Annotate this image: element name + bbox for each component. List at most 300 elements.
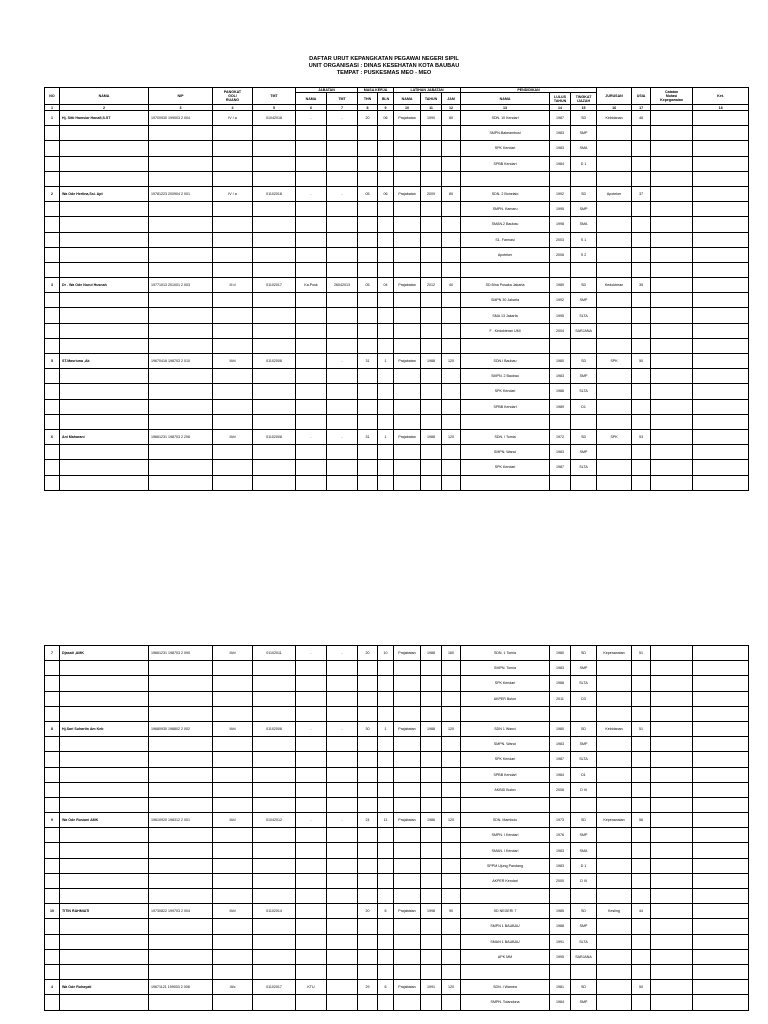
cell-pendidikan-nama: SMPN 1 BAUBAU xyxy=(461,919,550,934)
cell-empty xyxy=(421,919,442,934)
cell-empty xyxy=(597,752,632,767)
cell-jabatan-nama: - xyxy=(296,721,327,736)
cell-usia: 51 xyxy=(632,721,651,736)
cell-pendidikan-nama: SMPN. Tolandona xyxy=(461,995,550,1010)
cell-empty xyxy=(45,126,60,141)
cell-empty xyxy=(597,141,632,156)
cell-usia: 50 xyxy=(632,354,651,369)
cell-nip: 19671121 199003 2 008 xyxy=(149,980,213,995)
cell-golongan: IV / a xyxy=(213,186,253,201)
cell-ket xyxy=(693,354,749,369)
cell-empty xyxy=(327,964,358,979)
cell-empty xyxy=(45,949,60,964)
cell-empty xyxy=(378,445,394,460)
cell-empty xyxy=(632,445,651,460)
cell-empty xyxy=(378,767,394,782)
col-header-tahun: TAHUN xyxy=(421,93,442,105)
cell-empty xyxy=(421,889,442,904)
cell-ket xyxy=(693,171,749,186)
cell-empty xyxy=(45,889,60,904)
cell-empty xyxy=(394,843,421,858)
cell-ket xyxy=(693,369,749,384)
cell-latihan-nama: Prajabatan xyxy=(394,278,421,293)
cell-usia: 53 xyxy=(632,429,651,444)
cell-empty xyxy=(213,661,253,676)
cell-empty xyxy=(45,323,60,338)
cell-empty xyxy=(442,141,461,156)
cell-empty xyxy=(149,445,213,460)
cell-tingkat-ijazah: SLTA xyxy=(571,460,597,475)
cell-empty xyxy=(60,460,149,475)
cell-empty xyxy=(60,141,149,156)
cell-empty xyxy=(394,661,421,676)
table-subrow xyxy=(45,460,749,475)
cell-empty xyxy=(45,232,60,247)
cell-empty xyxy=(421,323,442,338)
cell-lulus-tahun: 2006 xyxy=(550,247,571,262)
cell-empty xyxy=(296,919,327,934)
cell-latihan-nama: Prajabatan xyxy=(394,980,421,995)
cell-empty xyxy=(45,934,60,949)
cell-lulus-tahun: 1983 xyxy=(550,737,571,752)
table-subrow xyxy=(45,156,749,171)
cell-empty xyxy=(421,949,442,964)
cell-catatan xyxy=(651,384,693,399)
cell-empty xyxy=(45,661,60,676)
cell-catatan xyxy=(651,782,693,797)
pangkat-l1: PANGKAT xyxy=(223,90,242,94)
cell-tingkat-ijazah: D3 xyxy=(571,691,597,706)
cell-tingkat-ijazah: SD xyxy=(571,186,597,201)
cell-pendidikan-nama: SMPN. I Kendari xyxy=(461,828,550,843)
table-subrow xyxy=(45,782,749,797)
cell-empty xyxy=(394,782,421,797)
cell-catatan xyxy=(651,308,693,323)
title-line-3: TEMPAT : PUSKESMAS MEO - MEO xyxy=(336,70,432,76)
col-header-masa-kerja: MASA KERJA xyxy=(358,88,394,93)
cell-empty xyxy=(213,217,253,232)
cell-tmt: 01102008 xyxy=(253,721,296,736)
column-number: 11 xyxy=(421,105,442,111)
cell-tingkat-ijazah: SMP xyxy=(571,126,597,141)
cell-empty xyxy=(213,919,253,934)
cell-empty xyxy=(296,964,327,979)
cell-lulus-tahun: 2003 xyxy=(550,232,571,247)
cell-catatan xyxy=(651,475,693,490)
cell-empty xyxy=(149,293,213,308)
cell-catatan xyxy=(651,232,693,247)
table-subrow xyxy=(45,171,749,186)
cell-empty xyxy=(358,767,378,782)
cell-empty xyxy=(378,964,394,979)
cell-empty xyxy=(358,156,378,171)
cell-empty xyxy=(253,126,296,141)
cell-empty xyxy=(253,691,296,706)
table-subrow xyxy=(45,323,749,338)
cell-empty xyxy=(632,414,651,429)
table-row xyxy=(45,721,749,736)
cell-empty xyxy=(378,782,394,797)
cell-nama: Dr . Wa Ode Nurul Husnah xyxy=(60,278,149,293)
cell-nama: TITIN RAHMIATI xyxy=(60,904,149,919)
cell-empty xyxy=(394,217,421,232)
table-subrow xyxy=(45,262,749,277)
cell-empty xyxy=(358,873,378,888)
cell-golongan: III d xyxy=(213,278,253,293)
cell-empty xyxy=(571,338,597,353)
cell-jurusan: Kesling xyxy=(597,904,632,919)
cell-ket xyxy=(693,399,749,414)
cell-empty xyxy=(327,858,358,873)
cell-tingkat-ijazah: SD xyxy=(571,646,597,661)
cell-tmt: 01042012 xyxy=(253,813,296,828)
cell-pendidikan-nama: SPK Kendari xyxy=(461,676,550,691)
cell-masa-bln: 04 xyxy=(378,278,394,293)
cell-tingkat-ijazah: SMP xyxy=(571,202,597,217)
cell-empty xyxy=(45,445,60,460)
cell-jabatan-nama: Ka.Pusk xyxy=(296,278,327,293)
cell-catatan xyxy=(651,171,693,186)
cell-empty xyxy=(358,691,378,706)
cell-no: 6 xyxy=(45,429,60,444)
cell-empty xyxy=(442,323,461,338)
cell-empty xyxy=(378,475,394,490)
cell-lulus-tahun: 1976 xyxy=(550,828,571,843)
cell-empty xyxy=(378,232,394,247)
col-header-bln: BLN xyxy=(378,93,394,105)
cell-catatan xyxy=(651,904,693,919)
cell-latihan-jam: 120 xyxy=(442,429,461,444)
cell-empty xyxy=(597,202,632,217)
cell-empty xyxy=(442,460,461,475)
table-subrow xyxy=(45,995,749,1010)
cell-empty xyxy=(378,949,394,964)
cell-golongan: III/d xyxy=(213,904,253,919)
cell-empty xyxy=(45,964,60,979)
cell-empty xyxy=(327,873,358,888)
cell-pendidikan-nama: SPBB Kendari xyxy=(461,399,550,414)
cell-empty xyxy=(213,949,253,964)
cell-empty xyxy=(394,460,421,475)
cell-empty xyxy=(632,889,651,904)
cell-ket xyxy=(693,126,749,141)
cell-empty xyxy=(597,445,632,460)
cell-empty xyxy=(358,414,378,429)
cell-empty xyxy=(597,171,632,186)
cell-empty xyxy=(550,475,571,490)
cell-empty xyxy=(461,475,550,490)
cell-empty xyxy=(421,858,442,873)
col-header-tmt: TMT xyxy=(253,88,296,105)
cell-empty xyxy=(632,171,651,186)
cell-ket xyxy=(693,217,749,232)
cell-empty xyxy=(442,691,461,706)
cell-latihan-tahun: 1988 xyxy=(421,354,442,369)
cell-masa-thn: 05 xyxy=(358,278,378,293)
cell-ket xyxy=(693,278,749,293)
cell-empty xyxy=(213,232,253,247)
cell-empty xyxy=(442,828,461,843)
cell-ket xyxy=(693,445,749,460)
col-header-jabatan: JABATAN xyxy=(296,88,358,93)
cell-golongan: III/d xyxy=(213,721,253,736)
cell-empty xyxy=(632,661,651,676)
cell-empty xyxy=(213,691,253,706)
cell-masa-thn: 31 xyxy=(358,429,378,444)
cell-golongan: III/d xyxy=(213,813,253,828)
cell-empty xyxy=(597,369,632,384)
cell-empty xyxy=(421,964,442,979)
cell-ket xyxy=(693,141,749,156)
cell-empty xyxy=(394,475,421,490)
cell-empty xyxy=(394,995,421,1010)
cell-empty xyxy=(213,202,253,217)
cell-masa-thn: 20 xyxy=(358,646,378,661)
cell-empty xyxy=(213,384,253,399)
cell-empty xyxy=(394,369,421,384)
cell-empty xyxy=(597,323,632,338)
cell-nama: Djasati ,AMK xyxy=(60,646,149,661)
cell-catatan xyxy=(651,843,693,858)
cell-tingkat-ijazah: SARJANA xyxy=(571,323,597,338)
cell-pendidikan-nama: SMAN. I Kendari xyxy=(461,843,550,858)
cell-empty xyxy=(213,964,253,979)
column-number: 2 xyxy=(60,105,149,111)
table-subrow xyxy=(45,873,749,888)
cell-nama: Wa Ode Rusiani AMK xyxy=(60,813,149,828)
cell-empty xyxy=(442,126,461,141)
table-row xyxy=(45,186,749,201)
cell-empty xyxy=(253,171,296,186)
cell-latihan-jam: 120 xyxy=(442,813,461,828)
cell-pendidikan-nama: SPBB Kendari xyxy=(461,156,550,171)
cell-empty xyxy=(378,156,394,171)
cell-masa-thn: 29 xyxy=(358,980,378,995)
cell-tingkat-ijazah: SMA xyxy=(571,217,597,232)
cell-empty xyxy=(358,384,378,399)
cell-empty xyxy=(378,858,394,873)
cell-empty xyxy=(253,995,296,1010)
cell-empty xyxy=(632,156,651,171)
cell-pendidikan-nama: SDN. 10 Kendari xyxy=(461,111,550,126)
cell-latihan-jam: 120 xyxy=(442,721,461,736)
lulus-l1: LULUS xyxy=(554,94,567,99)
cell-empty xyxy=(378,323,394,338)
cell-empty xyxy=(296,262,327,277)
cell-pendidikan-nama: SMAN 1 BAUBAU xyxy=(461,934,550,949)
cell-empty xyxy=(461,414,550,429)
cell-ket xyxy=(693,828,749,843)
cell-empty xyxy=(149,706,213,721)
cell-jurusan: Kebidanan xyxy=(597,721,632,736)
cell-empty xyxy=(358,399,378,414)
cell-empty xyxy=(597,384,632,399)
personnel-table-page-1 xyxy=(44,87,749,491)
cell-latihan-tahun: 1990 xyxy=(421,111,442,126)
col-header-no: NO xyxy=(45,88,60,105)
cell-empty xyxy=(597,460,632,475)
cell-empty xyxy=(60,919,149,934)
cell-empty xyxy=(60,737,149,752)
cell-empty xyxy=(296,308,327,323)
table-subrow xyxy=(45,475,749,490)
cell-empty xyxy=(394,828,421,843)
cell-empty xyxy=(394,737,421,752)
cell-empty xyxy=(327,475,358,490)
cell-empty xyxy=(327,171,358,186)
cell-empty xyxy=(213,460,253,475)
cell-empty xyxy=(253,475,296,490)
cell-empty xyxy=(327,767,358,782)
cell-empty xyxy=(358,217,378,232)
cell-empty xyxy=(632,338,651,353)
cell-empty xyxy=(421,338,442,353)
cell-ket xyxy=(693,186,749,201)
cell-empty xyxy=(632,782,651,797)
col-header-nip: NIP xyxy=(149,88,213,105)
cell-empty xyxy=(60,676,149,691)
cell-empty xyxy=(394,232,421,247)
cell-lulus-tahun: 1992 xyxy=(550,293,571,308)
col-header-jab-tmt: TMT xyxy=(327,93,358,105)
cell-jurusan: SPK xyxy=(597,354,632,369)
cell-empty xyxy=(60,797,149,812)
cell-empty xyxy=(60,995,149,1010)
cell-pendidikan-nama: SPK Kendari xyxy=(461,752,550,767)
cell-empty xyxy=(45,752,60,767)
cell-latihan-tahun: 1991 xyxy=(421,980,442,995)
cell-empty xyxy=(442,995,461,1010)
cell-latihan-jam: 80 xyxy=(442,111,461,126)
cell-latihan-tahun: 1988 xyxy=(421,429,442,444)
cell-empty xyxy=(253,445,296,460)
cell-usia: 46 xyxy=(632,111,651,126)
cell-ket xyxy=(693,843,749,858)
cell-empty xyxy=(597,843,632,858)
cell-empty xyxy=(45,767,60,782)
cell-empty xyxy=(442,202,461,217)
cell-pendidikan-nama: SD Bina Pusaka Jakarta xyxy=(461,278,550,293)
cell-pendidikan-nama: SPK Kendari xyxy=(461,384,550,399)
cell-ket xyxy=(693,995,749,1010)
cell-empty xyxy=(358,262,378,277)
cell-empty xyxy=(358,475,378,490)
cell-empty xyxy=(421,141,442,156)
cell-empty xyxy=(296,156,327,171)
cell-tingkat-ijazah: SD xyxy=(571,721,597,736)
cell-empty xyxy=(378,247,394,262)
cell-tmt: 01102018 xyxy=(253,186,296,201)
cell-empty xyxy=(421,414,442,429)
cell-empty xyxy=(394,706,421,721)
catatan-l1: Catatan xyxy=(664,90,679,94)
cell-empty xyxy=(421,247,442,262)
cell-empty xyxy=(378,369,394,384)
cell-empty xyxy=(296,445,327,460)
cell-empty xyxy=(213,873,253,888)
cell-empty xyxy=(358,949,378,964)
col-header-latihan: LATIHAN JABATAN xyxy=(394,88,461,93)
cell-empty xyxy=(296,949,327,964)
cell-empty xyxy=(253,460,296,475)
cell-empty xyxy=(60,323,149,338)
cell-latihan-nama: Prajabatan xyxy=(394,186,421,201)
cell-empty xyxy=(296,126,327,141)
cell-pendidikan-nama: SPK Kendari xyxy=(461,460,550,475)
cell-catatan xyxy=(651,156,693,171)
cell-empty xyxy=(597,919,632,934)
cell-empty xyxy=(421,460,442,475)
column-number: 6 xyxy=(296,105,327,111)
cell-empty xyxy=(421,706,442,721)
table-row xyxy=(45,354,749,369)
cell-empty xyxy=(394,858,421,873)
cell-empty xyxy=(597,706,632,721)
cell-empty xyxy=(632,202,651,217)
cell-empty xyxy=(394,691,421,706)
cell-nama: Hj.Sari Suhartin Am Keb xyxy=(60,721,149,736)
cell-empty xyxy=(421,445,442,460)
cell-empty xyxy=(296,767,327,782)
cell-empty xyxy=(149,782,213,797)
cell-empty xyxy=(149,202,213,217)
cell-masa-bln: 1 xyxy=(378,721,394,736)
cell-catatan xyxy=(651,414,693,429)
cell-empty xyxy=(632,919,651,934)
cell-ket xyxy=(693,247,749,262)
cell-empty xyxy=(45,293,60,308)
cell-empty xyxy=(296,889,327,904)
cell-pendidikan-nama: SMPN. Wanci xyxy=(461,737,550,752)
cell-golongan: III/d xyxy=(213,646,253,661)
cell-empty xyxy=(149,661,213,676)
table-row xyxy=(45,980,749,995)
table-subrow xyxy=(45,964,749,979)
cell-masa-thn: 24 xyxy=(358,813,378,828)
cell-empty xyxy=(60,202,149,217)
cell-empty xyxy=(45,338,60,353)
cell-empty xyxy=(60,369,149,384)
cell-empty xyxy=(149,232,213,247)
cell-golongan: III/c xyxy=(213,980,253,995)
table-subrow xyxy=(45,737,749,752)
cell-empty xyxy=(149,995,213,1010)
cell-empty xyxy=(45,369,60,384)
cell-nama: Wa Ode Ruhayati xyxy=(60,980,149,995)
cell-empty xyxy=(149,752,213,767)
cell-latihan-jam: 160 xyxy=(442,646,461,661)
cell-jurusan: Kedokteran xyxy=(597,278,632,293)
cell-empty xyxy=(378,843,394,858)
cell-empty xyxy=(378,828,394,843)
cell-empty xyxy=(296,293,327,308)
cell-lulus-tahun: 1980 xyxy=(550,646,571,661)
cell-empty xyxy=(296,338,327,353)
cell-tingkat-ijazah: SD xyxy=(571,904,597,919)
cell-ket xyxy=(693,980,749,995)
cell-ket xyxy=(693,706,749,721)
cell-empty xyxy=(149,873,213,888)
cell-empty xyxy=(253,293,296,308)
cell-empty xyxy=(442,873,461,888)
cell-empty xyxy=(253,156,296,171)
cell-tingkat-ijazah: SMA xyxy=(571,141,597,156)
cell-empty xyxy=(213,475,253,490)
cell-empty xyxy=(60,475,149,490)
cell-empty xyxy=(358,126,378,141)
cell-empty xyxy=(296,247,327,262)
cell-jabatan-nama: - xyxy=(296,111,327,126)
